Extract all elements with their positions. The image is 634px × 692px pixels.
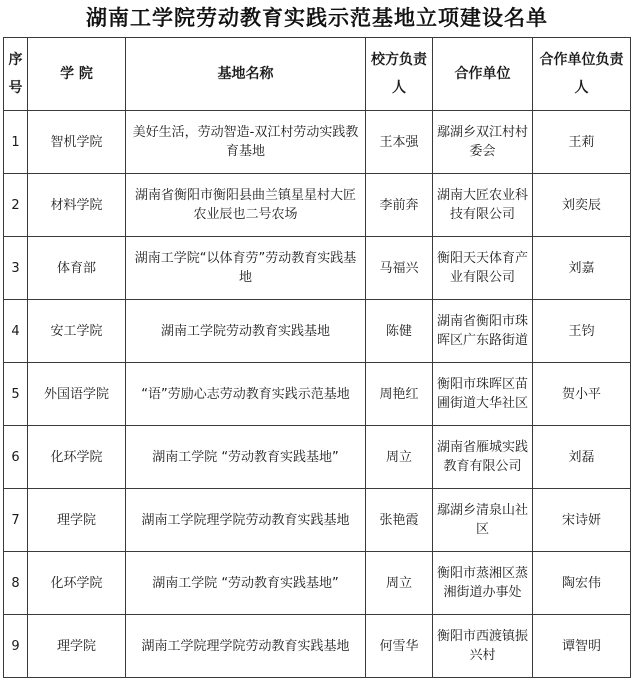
row-partner-leader: 贺小平 bbox=[533, 363, 631, 426]
row-partner-leader: 宋诗妍 bbox=[533, 489, 631, 552]
row-base-name: 湖南工学院 “劳动教育实践基地” bbox=[126, 552, 366, 615]
row-partner-leader: 王莉 bbox=[533, 111, 631, 174]
row-college: 外国语学院 bbox=[28, 363, 126, 426]
row-school-leader: 周艳红 bbox=[366, 363, 433, 426]
row-base-name: 美好生活，劳动智造-双江村劳动实践教育基地 bbox=[126, 111, 366, 174]
row-partner: 湖南省雁城实践教育有限公司 bbox=[433, 426, 533, 489]
row-base-name: 湖南工学院劳动教育实践基地 bbox=[126, 300, 366, 363]
row-school-leader: 陈健 bbox=[366, 300, 433, 363]
row-base-name: 湖南工学院 “劳动教育实践基地” bbox=[126, 426, 366, 489]
table-row bbox=[4, 363, 631, 426]
row-college: 理学院 bbox=[28, 489, 126, 552]
table-row bbox=[4, 237, 631, 300]
page-title: 湖南工学院劳动教育实践示范基地立项建设名单 bbox=[86, 6, 548, 30]
row-school-leader: 李前奔 bbox=[366, 174, 433, 237]
project-list-table bbox=[3, 37, 631, 678]
row-college: 化环学院 bbox=[28, 552, 126, 615]
row-no: 3 bbox=[4, 237, 28, 300]
table-row bbox=[4, 174, 631, 237]
row-partner-leader: 刘磊 bbox=[533, 426, 631, 489]
row-no: 5 bbox=[4, 363, 28, 426]
row-partner-leader: 谭智明 bbox=[533, 615, 631, 678]
row-no: 4 bbox=[4, 300, 28, 363]
row-no: 1 bbox=[4, 111, 28, 174]
row-college: 材料学院 bbox=[28, 174, 126, 237]
table-row bbox=[4, 426, 631, 489]
row-partner: 鄢湖乡双江村村委会 bbox=[433, 111, 533, 174]
table-row bbox=[4, 489, 631, 552]
row-college: 化环学院 bbox=[28, 426, 126, 489]
row-base-name: “语”劳励心志劳动教育实践示范基地 bbox=[126, 363, 366, 426]
table-body bbox=[4, 111, 631, 678]
header-school-leader: 校方负责人 bbox=[366, 38, 433, 111]
row-partner: 衡阳市珠晖区苗圃街道大华社区 bbox=[433, 363, 533, 426]
row-school-leader: 何雪华 bbox=[366, 615, 433, 678]
row-base-name: 湖南工学院理学院劳动教育实践基地 bbox=[126, 489, 366, 552]
header-base-name: 基地名称 bbox=[126, 38, 366, 111]
header-partner: 合作单位 bbox=[433, 38, 533, 111]
header-college: 学 院 bbox=[28, 38, 126, 111]
row-college: 智机学院 bbox=[28, 111, 126, 174]
row-no: 7 bbox=[4, 489, 28, 552]
table-header bbox=[4, 38, 631, 111]
row-partner: 衡阳天天体育产业有限公司 bbox=[433, 237, 533, 300]
row-partner-leader: 刘奕辰 bbox=[533, 174, 631, 237]
table-row bbox=[4, 300, 631, 363]
row-partner: 衡阳市西渡镇振兴村 bbox=[433, 615, 533, 678]
row-no: 9 bbox=[4, 615, 28, 678]
row-college: 安工学院 bbox=[28, 300, 126, 363]
row-school-leader: 周立 bbox=[366, 552, 433, 615]
row-college: 体育部 bbox=[28, 237, 126, 300]
row-base-name: 湖南省衡阳市衡阳县曲兰镇星星村大匠农业辰也二号农场 bbox=[126, 174, 366, 237]
row-college: 理学院 bbox=[28, 615, 126, 678]
row-school-leader: 周立 bbox=[366, 426, 433, 489]
header-no: 序号 bbox=[4, 38, 28, 111]
table-row bbox=[4, 111, 631, 174]
row-partner: 湖南省衡阳市珠晖区广东路街道 bbox=[433, 300, 533, 363]
row-partner: 湖南大匠农业科技有限公司 bbox=[433, 174, 533, 237]
row-base-name: 湖南工学院理学院劳动教育实践基地 bbox=[126, 615, 366, 678]
row-partner-leader: 王钧 bbox=[533, 300, 631, 363]
header-row bbox=[4, 38, 631, 111]
row-no: 2 bbox=[4, 174, 28, 237]
row-base-name: 湖南工学院“以体育劳”劳动教育实践基地 bbox=[126, 237, 366, 300]
row-school-leader: 王本强 bbox=[366, 111, 433, 174]
row-no: 6 bbox=[4, 426, 28, 489]
row-school-leader: 马福兴 bbox=[366, 237, 433, 300]
table-row bbox=[4, 615, 631, 678]
table-row bbox=[4, 552, 631, 615]
row-school-leader: 张艳霞 bbox=[366, 489, 433, 552]
row-partner: 鄢湖乡清泉山社区 bbox=[433, 489, 533, 552]
row-partner-leader: 刘嘉 bbox=[533, 237, 631, 300]
header-partner-leader: 合作单位负责人 bbox=[533, 38, 631, 111]
row-partner-leader: 陶宏伟 bbox=[533, 552, 631, 615]
row-no: 8 bbox=[4, 552, 28, 615]
row-partner: 衡阳市蒸湘区蒸湘街道办事处 bbox=[433, 552, 533, 615]
